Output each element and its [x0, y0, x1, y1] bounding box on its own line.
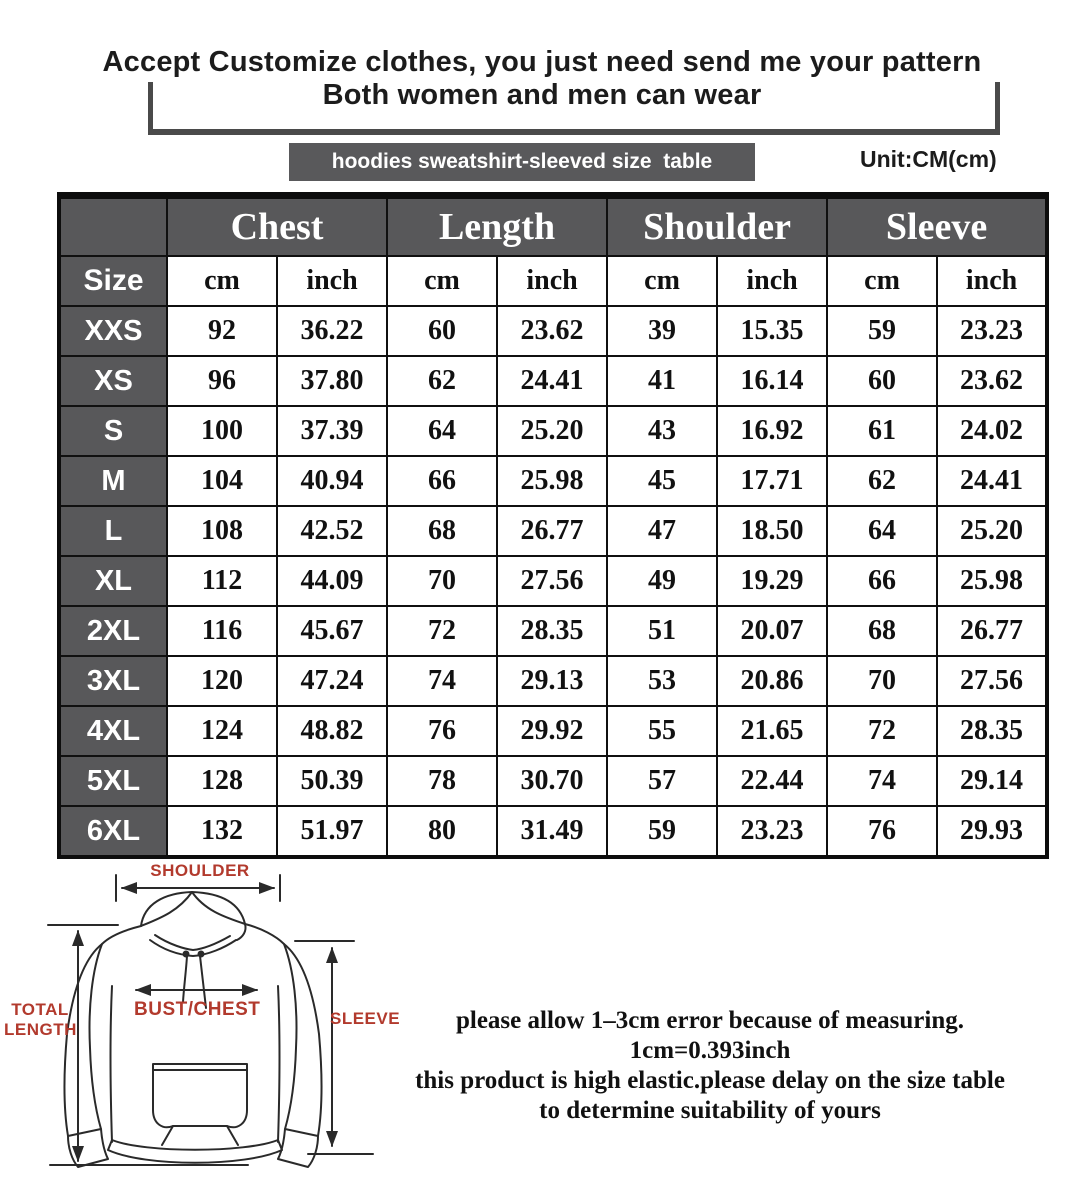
- total-length-label-line1: TOTAL: [11, 1000, 69, 1019]
- hood-outline: [141, 892, 246, 940]
- value-cell: 108: [167, 506, 277, 556]
- sleeve-label: SLEEVE: [330, 1009, 401, 1028]
- table-row-l: [59, 506, 1047, 556]
- unit-header-5: inch: [717, 256, 827, 306]
- value-cell: 25.20: [497, 406, 607, 456]
- table-subheader-row: [59, 256, 1047, 306]
- value-cell: 80: [387, 806, 497, 857]
- value-cell: 37.39: [277, 406, 387, 456]
- value-cell: 60: [827, 356, 937, 406]
- value-cell: 20.86: [717, 656, 827, 706]
- value-cell: 57: [607, 756, 717, 806]
- size-label-xs: XS: [59, 356, 167, 406]
- table-row-6xl: [59, 806, 1047, 857]
- size-label-m: M: [59, 456, 167, 506]
- value-cell: 23.62: [497, 306, 607, 356]
- value-cell: 70: [827, 656, 937, 706]
- shoulder-label: SHOULDER: [150, 861, 250, 880]
- value-cell: 64: [387, 406, 497, 456]
- value-cell: 24.41: [937, 456, 1047, 506]
- right-sleeve-seam: [284, 944, 297, 1129]
- value-cell: 50.39: [277, 756, 387, 806]
- value-cell: 15.35: [717, 306, 827, 356]
- value-cell: 16.92: [717, 406, 827, 456]
- value-cell: 59: [827, 306, 937, 356]
- size-label-xl: XL: [59, 556, 167, 606]
- body-left-edge: [111, 986, 113, 1142]
- size-label-4xl: 4XL: [59, 706, 167, 756]
- unit-header-3: inch: [497, 256, 607, 306]
- unit-label: Unit:CM(cm): [860, 146, 997, 172]
- table-row-xxs: [59, 306, 1047, 356]
- value-cell: 18.50: [717, 506, 827, 556]
- waistband: [108, 1140, 282, 1163]
- right-cuff: [278, 1129, 318, 1167]
- column-group-length: Length: [387, 196, 607, 257]
- value-cell: 23.23: [717, 806, 827, 857]
- value-cell: 55: [607, 706, 717, 756]
- left-cuff: [68, 1129, 108, 1167]
- banner-line-1: Accept Customize clothes, you just need send me your pattern: [102, 46, 982, 78]
- value-cell: 37.80: [277, 356, 387, 406]
- value-cell: 128: [167, 756, 277, 806]
- column-group-sleeve: Sleeve: [827, 196, 1047, 257]
- value-cell: 23.23: [937, 306, 1047, 356]
- unit-header-4: cm: [607, 256, 717, 306]
- measuring-notes: [398, 1006, 1022, 1126]
- value-cell: 22.44: [717, 756, 827, 806]
- value-cell: 20.07: [717, 606, 827, 656]
- value-cell: 29.14: [937, 756, 1047, 806]
- size-label-xxs: XXS: [59, 306, 167, 356]
- drawstring-left: [183, 956, 187, 1002]
- left-sleeve-seam: [90, 944, 103, 1129]
- value-cell: 27.56: [497, 556, 607, 606]
- value-cell: 96: [167, 356, 277, 406]
- table-title-bar: [289, 143, 755, 181]
- value-cell: 24.41: [497, 356, 607, 406]
- value-cell: 53: [607, 656, 717, 706]
- pocket-outline: [153, 1064, 247, 1127]
- value-cell: 74: [387, 656, 497, 706]
- total-length-label-line2: LENGTH: [4, 1020, 77, 1039]
- body-right-edge: [278, 986, 280, 1142]
- value-cell: 43: [607, 406, 717, 456]
- value-cell: 45.67: [277, 606, 387, 656]
- value-cell: 40.94: [277, 456, 387, 506]
- table-row-xl: [59, 556, 1047, 606]
- table-row-5xl: [59, 756, 1047, 806]
- value-cell: 24.02: [937, 406, 1047, 456]
- value-cell: 44.09: [277, 556, 387, 606]
- note-line: this product is high elastic.please delay on the size table: [415, 1067, 1005, 1094]
- pocket-seam-right: [227, 1126, 238, 1145]
- banner-line-2: Both women and men can wear: [322, 79, 762, 111]
- value-cell: 68: [827, 606, 937, 656]
- value-cell: 25.20: [937, 506, 1047, 556]
- value-cell: 61: [827, 406, 937, 456]
- size-label-2xl: 2XL: [59, 606, 167, 656]
- value-cell: 100: [167, 406, 277, 456]
- value-cell: 78: [387, 756, 497, 806]
- value-cell: 49: [607, 556, 717, 606]
- value-cell: 42.52: [277, 506, 387, 556]
- value-cell: 25.98: [497, 456, 607, 506]
- value-cell: 41: [607, 356, 717, 406]
- value-cell: 59: [607, 806, 717, 857]
- column-group-chest: Chest: [167, 196, 387, 257]
- collar-outer: [150, 940, 236, 956]
- value-cell: 76: [827, 806, 937, 857]
- value-cell: 112: [167, 556, 277, 606]
- value-cell: 45: [607, 456, 717, 506]
- value-cell: 28.35: [497, 606, 607, 656]
- value-cell: 21.65: [717, 706, 827, 756]
- value-cell: 132: [167, 806, 277, 857]
- value-cell: 47: [607, 506, 717, 556]
- size-table: [57, 192, 1049, 859]
- note-line: please allow 1–3cm error because of measuring.: [455, 1007, 965, 1034]
- corner-cell: [59, 196, 167, 257]
- value-cell: 92: [167, 306, 277, 356]
- size-label-l: L: [59, 506, 167, 556]
- value-cell: 17.71: [717, 456, 827, 506]
- value-cell: 31.49: [497, 806, 607, 857]
- value-cell: 36.22: [277, 306, 387, 356]
- size-label-3xl: 3XL: [59, 656, 167, 706]
- value-cell: 23.62: [937, 356, 1047, 406]
- value-cell: 28.35: [937, 706, 1047, 756]
- banner-text: [0, 46, 1084, 112]
- table-row-2xl: [59, 606, 1047, 656]
- unit-header-6: cm: [827, 256, 937, 306]
- unit-header-2: cm: [387, 256, 497, 306]
- total-length-label: [4, 1000, 76, 1040]
- unit-header-7: inch: [937, 256, 1047, 306]
- value-cell: 29.13: [497, 656, 607, 706]
- value-cell: 27.56: [937, 656, 1047, 706]
- value-cell: 30.70: [497, 756, 607, 806]
- value-cell: 26.77: [937, 606, 1047, 656]
- table-row-3xl: [59, 656, 1047, 706]
- unit-header-1: inch: [277, 256, 387, 306]
- value-cell: 51.97: [277, 806, 387, 857]
- table-title-label: hoodies sweatshirt-sleeved size table: [331, 150, 713, 173]
- pocket-seam-left: [162, 1126, 173, 1145]
- value-cell: 39: [607, 306, 717, 356]
- bust-chest-label: BUST/CHEST: [134, 999, 261, 1020]
- value-cell: 29.92: [497, 706, 607, 756]
- right-sleeve-outer: [245, 924, 322, 1136]
- collar-inner: [155, 935, 230, 950]
- value-cell: 26.77: [497, 506, 607, 556]
- note-line: to determine suitability of yours: [539, 1097, 881, 1124]
- value-cell: 51: [607, 606, 717, 656]
- table-row-4xl: [59, 706, 1047, 756]
- table-row-m: [59, 456, 1047, 506]
- value-cell: 116: [167, 606, 277, 656]
- value-cell: 62: [827, 456, 937, 506]
- value-cell: 72: [827, 706, 937, 756]
- column-group-shoulder: Shoulder: [607, 196, 827, 257]
- size-column-header: Size: [59, 256, 167, 306]
- unit-header-0: cm: [167, 256, 277, 306]
- table-row-s: [59, 406, 1047, 456]
- value-cell: 104: [167, 456, 277, 506]
- value-cell: 62: [387, 356, 497, 406]
- value-cell: 72: [387, 606, 497, 656]
- value-cell: 74: [827, 756, 937, 806]
- size-label-5xl: 5XL: [59, 756, 167, 806]
- note-line: 1cm=0.393inch: [629, 1037, 791, 1064]
- value-cell: 19.29: [717, 556, 827, 606]
- value-cell: 120: [167, 656, 277, 706]
- value-cell: 66: [387, 456, 497, 506]
- value-cell: 66: [827, 556, 937, 606]
- size-label-s: S: [59, 406, 167, 456]
- value-cell: 64: [827, 506, 937, 556]
- value-cell: 48.82: [277, 706, 387, 756]
- value-cell: 16.14: [717, 356, 827, 406]
- value-cell: 70: [387, 556, 497, 606]
- table-row-xs: [59, 356, 1047, 406]
- value-cell: 29.93: [937, 806, 1047, 857]
- value-cell: 68: [387, 506, 497, 556]
- value-cell: 124: [167, 706, 277, 756]
- table-group-header-row: [59, 196, 1047, 257]
- size-label-6xl: 6XL: [59, 806, 167, 857]
- value-cell: 25.98: [937, 556, 1047, 606]
- value-cell: 76: [387, 706, 497, 756]
- value-cell: 60: [387, 306, 497, 356]
- value-cell: 47.24: [277, 656, 387, 706]
